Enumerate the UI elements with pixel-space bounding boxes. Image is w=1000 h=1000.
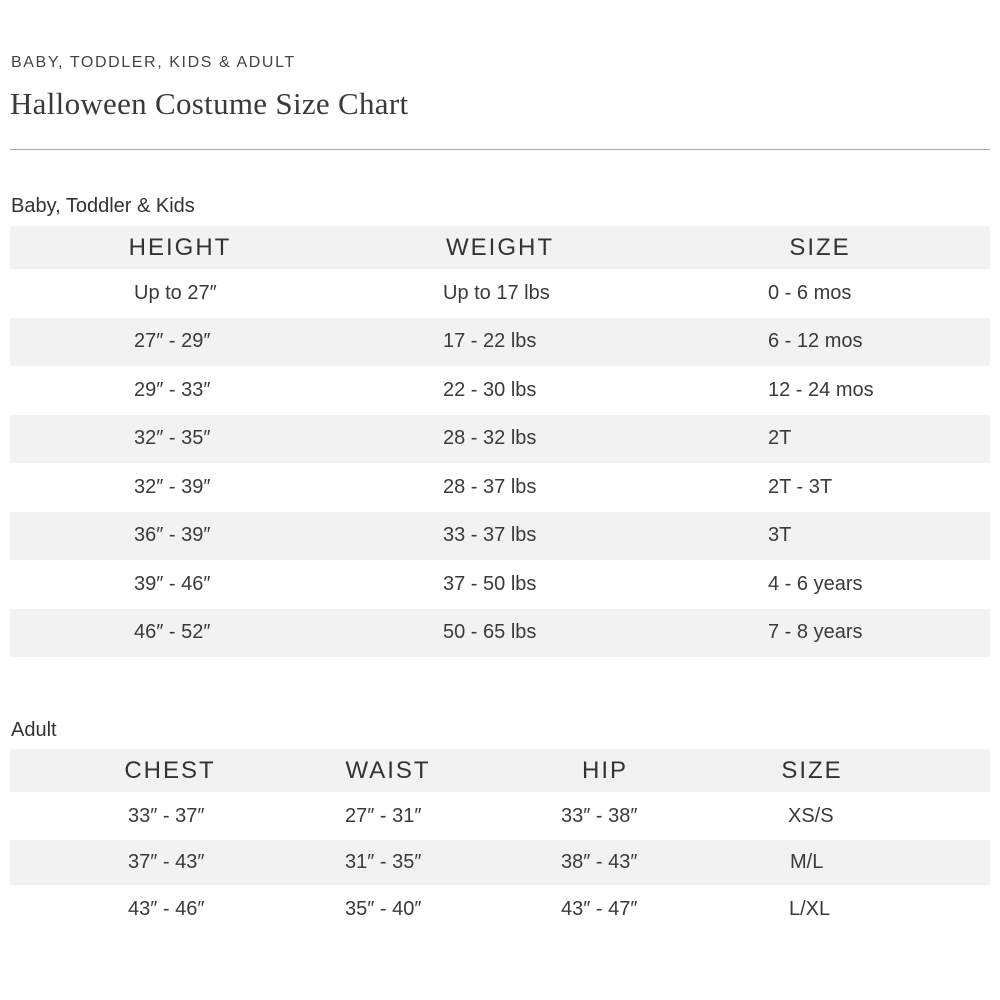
table-row — [10, 885, 990, 933]
weight-cell: 28 - 37 lbs — [443, 475, 537, 498]
waist-cell: 31″ - 35″ — [345, 851, 422, 873]
height-cell: Up to 27″ — [134, 281, 217, 304]
weight-cell: 22 - 30 lbs — [443, 378, 537, 401]
chest-cell: 43″ - 46″ — [128, 897, 205, 920]
height-cell: 29″ - 33″ — [134, 378, 211, 401]
table-row — [10, 269, 990, 318]
height-cell: 32″ - 35″ — [134, 427, 211, 450]
size-cell: 4 - 6 years — [768, 572, 863, 595]
column-header-height: HEIGHT — [128, 233, 232, 261]
size-cell: 2T - 3T — [768, 475, 833, 498]
size-cell: 6 - 12 mos — [768, 330, 863, 353]
adult-section-label: Adult — [11, 719, 57, 741]
column-header-size: SIZE — [789, 233, 851, 261]
height-cell: 46″ - 52″ — [134, 621, 211, 644]
kids-size-table — [10, 226, 990, 657]
column-header-size: SIZE — [781, 756, 843, 784]
size-cell: 7 - 8 years — [768, 621, 863, 644]
adult-size-table — [10, 749, 990, 933]
chest-cell: 37″ - 43″ — [128, 851, 205, 873]
table-row — [10, 415, 990, 464]
hip-cell: 43″ - 47″ — [561, 897, 638, 920]
kids-table-header — [10, 226, 990, 269]
column-header-hip: HIP — [581, 756, 628, 784]
waist-cell: 27″ - 31″ — [345, 804, 422, 827]
size-cell: 12 - 24 mos — [768, 378, 874, 401]
column-header-chest: CHEST — [124, 756, 216, 784]
table-row — [10, 366, 990, 415]
table-row — [10, 560, 990, 609]
weight-cell: 37 - 50 lbs — [443, 572, 537, 595]
height-cell: 27″ - 29″ — [134, 330, 211, 353]
column-header-waist: WAIST — [345, 756, 431, 784]
header-divider — [10, 149, 990, 150]
size-cell: L/XL — [789, 897, 831, 920]
weight-cell: 50 - 65 lbs — [443, 621, 537, 644]
weight-cell: 28 - 32 lbs — [443, 427, 537, 450]
weight-cell: Up to 17 lbs — [443, 281, 550, 304]
adult-table-header — [10, 749, 990, 792]
column-header-weight: WEIGHT — [446, 233, 554, 261]
height-cell: 39″ - 46″ — [134, 572, 211, 595]
size-cell: 3T — [768, 524, 792, 547]
kids-section-label: Baby, Toddler & Kids — [11, 195, 195, 217]
size-cell: 2T — [768, 427, 792, 450]
weight-cell: 17 - 22 lbs — [443, 330, 537, 353]
hip-cell: 38″ - 43″ — [561, 851, 638, 873]
table-row — [10, 463, 990, 512]
size-cell: XS/S — [788, 804, 834, 827]
table-row — [10, 609, 990, 658]
size-cell: M/L — [790, 851, 824, 873]
table-row — [10, 318, 990, 367]
weight-cell: 33 - 37 lbs — [443, 524, 537, 547]
waist-cell: 35″ - 40″ — [345, 897, 422, 920]
height-cell: 32″ - 39″ — [134, 475, 211, 498]
hip-cell: 33″ - 38″ — [561, 804, 638, 827]
table-row — [10, 792, 990, 840]
page-title: Halloween Costume Size Chart — [10, 86, 409, 121]
chest-cell: 33″ - 37″ — [128, 804, 205, 827]
table-row — [10, 840, 990, 885]
eyebrow-text: BABY, TODDLER, KIDS & ADULT — [11, 54, 296, 71]
size-cell: 0 - 6 mos — [768, 281, 852, 304]
table-row — [10, 512, 990, 561]
height-cell: 36″ - 39″ — [134, 524, 211, 547]
